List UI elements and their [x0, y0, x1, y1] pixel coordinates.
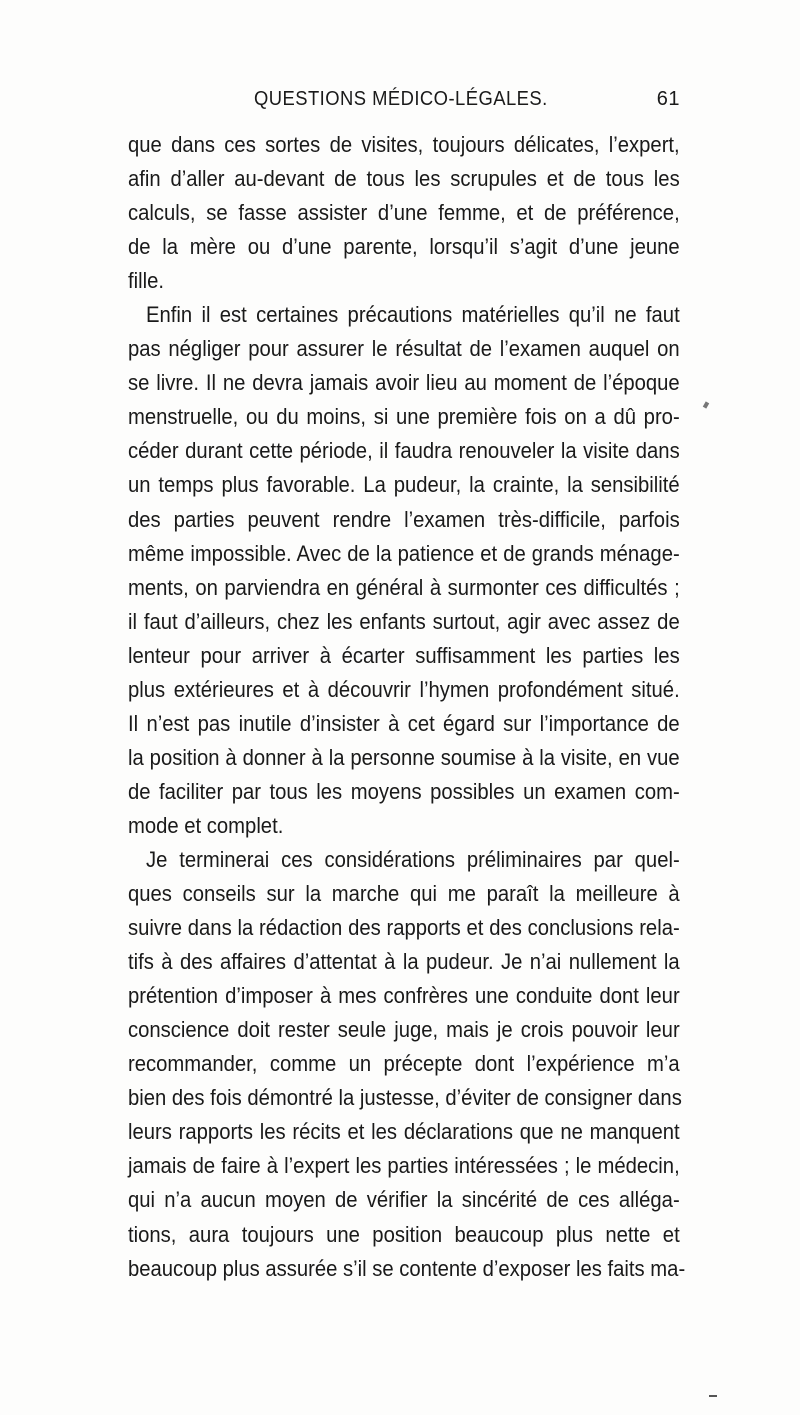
text-line: calculs, se fasse assister d’une femme, et de préférence, — [128, 200, 680, 226]
body-text — [128, 128, 686, 1286]
text-line: bien des fois démontré la justesse, d’éviter de consigner dans — [128, 1085, 682, 1111]
text-line: mode et complet. — [128, 812, 284, 838]
text-line: céder durant cette période, il faudra renouveler la visite dans — [128, 438, 680, 464]
text-line: pas négliger pour assurer le résultat de l’examen auquel on — [128, 336, 680, 362]
text-line: Je terminerai ces considérations préliminaires par quel- — [146, 846, 680, 872]
text-line: conscience doit rester seule juge, mais je crois pouvoir leur — [128, 1017, 680, 1043]
text-line: ques conseils sur la marche qui me paraît la meilleure à — [128, 881, 680, 907]
text-line: Il n’est pas inutile d’insister à cet égard sur l’importance de — [128, 710, 680, 736]
running-head — [128, 88, 680, 116]
text-line: ments, on parviendra en général à surmonter ces difficultés ; — [128, 574, 680, 600]
text-line: la position à donner à la personne soumise à la visite, en vue — [128, 744, 680, 770]
text-line: lenteur pour arriver à écarter suffisamment les parties les — [128, 642, 680, 668]
text-line: tions, aura toujours une position beaucoup plus nette et — [128, 1221, 680, 1247]
page-number: 61 — [656, 88, 680, 110]
text-line: afin d’aller au-devant de tous les scrupules et de tous les — [128, 166, 680, 192]
text-line: un temps plus favorable. La pudeur, la crainte, la sensibilité — [128, 472, 680, 498]
text-line: menstruelle, ou du moins, si une première fois on a dû pro- — [128, 404, 680, 430]
text-line: beaucoup plus assurée s’il se contente d’exposer les faits ma- — [128, 1255, 686, 1281]
text-line: Enfin il est certaines précautions matérielles qu’il ne faut — [146, 302, 680, 328]
text-line: tifs à des affaires d’attentat à la pudeur. Je n’ai nullement la — [128, 949, 680, 975]
text-line: prétention d’imposer à mes confrères une conduite dont leur — [128, 983, 680, 1009]
text-line: il faut d’ailleurs, chez les enfants surtout, agir avec assez de — [128, 608, 680, 634]
margin-mark — [703, 401, 709, 408]
text-line: leurs rapports les récits et les déclarations que ne manquent — [128, 1119, 680, 1145]
text-line: jamais de faire à l’expert les parties intéressées ; le médecin, — [128, 1153, 680, 1179]
text-line: des parties peuvent rendre l’examen très-difficile, parfois — [128, 506, 680, 532]
text-line: de la mère ou d’une parente, lorsqu’il s’agit d’une jeune — [128, 234, 680, 260]
text-line: recommander, comme un précepte dont l’expérience m’a — [128, 1051, 680, 1077]
text-line: que dans ces sortes de visites, toujours délicates, l’expert, — [128, 132, 680, 157]
text-line: qui n’a aucun moyen de vérifier la sincérité de ces alléga- — [128, 1187, 680, 1213]
margin-dash — [709, 1395, 717, 1397]
text-line: se livre. Il ne devra jamais avoir lieu au moment de l’époque — [128, 370, 680, 396]
running-title: QUESTIONS MÉDICO-LÉGALES. — [254, 88, 548, 110]
text-line: fille. — [128, 268, 165, 294]
text-line: de faciliter par tous les moyens possibles un examen com- — [128, 778, 680, 804]
text-line: suivre dans la rédaction des rapports et des conclusions rela- — [128, 915, 680, 941]
text-line: plus extérieures et à découvrir l’hymen profondément situé. — [128, 676, 680, 702]
text-line: même impossible. Avec de la patience et de grands ménage- — [128, 540, 680, 566]
